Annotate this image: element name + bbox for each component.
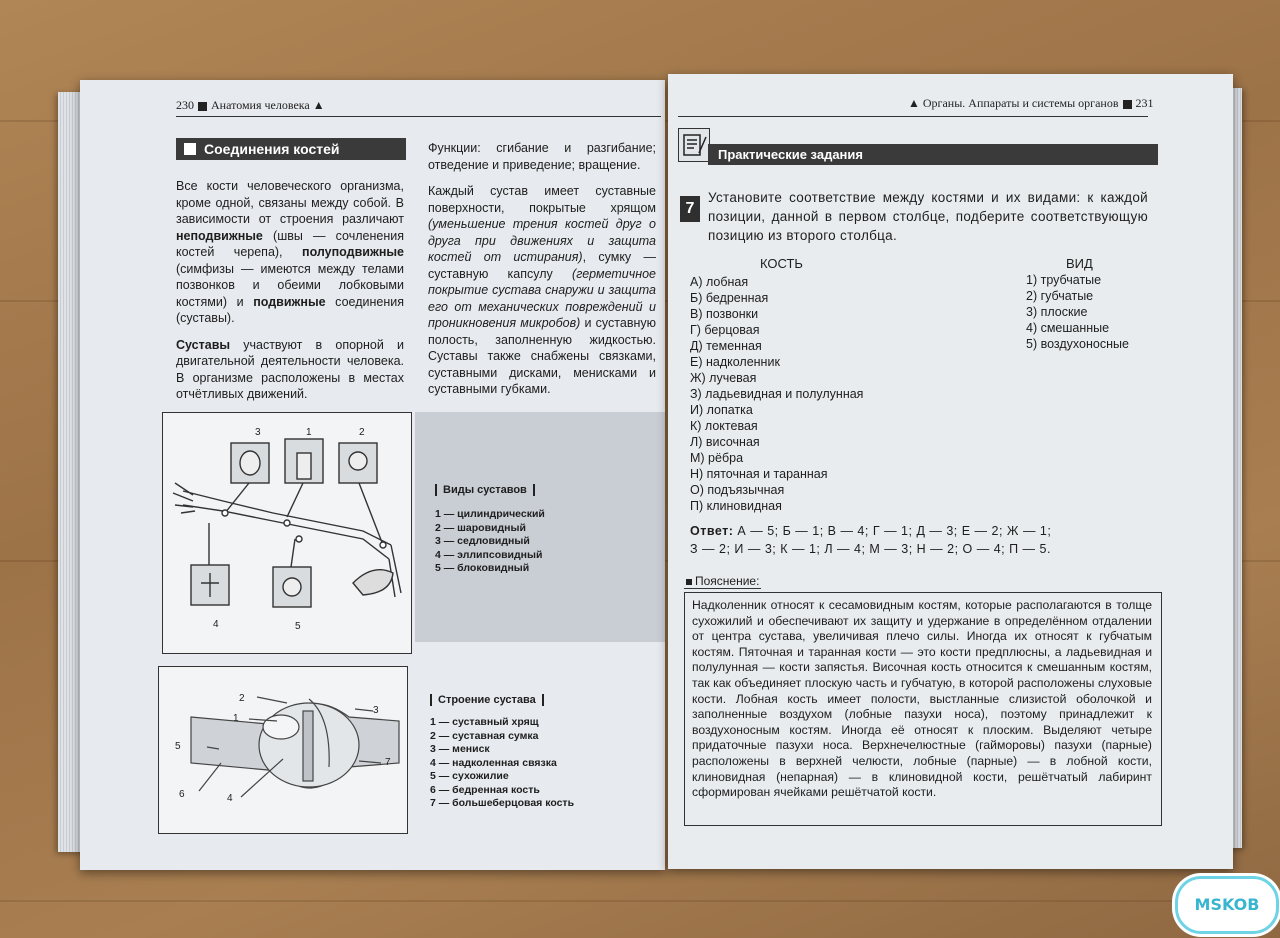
figure1-label: 5 [295, 621, 301, 632]
bone-item: Ж) лучевая [690, 371, 757, 385]
right-page [668, 74, 1233, 869]
left-running-title: Анатомия человека [211, 98, 310, 112]
arm-skeleton-illustration [163, 413, 411, 653]
figure1-label: 3 [255, 427, 261, 438]
figure2-label: 4 [227, 793, 233, 804]
answer-label: Ответ: [690, 524, 734, 538]
caption-item: 1 — суставный хрящ [430, 716, 539, 728]
joint-structure-caption [430, 694, 660, 811]
answer-line: А — 5; Б — 1; В — 4; Г — 1; Д — 3; Е — 2; Ж — 1; [737, 524, 1052, 538]
caption-item: 2 — шаровидный [435, 521, 526, 534]
type-item: 1) трубчатые [1026, 273, 1102, 287]
intro-paragraph [176, 178, 404, 403]
square-icon [686, 579, 692, 585]
bone-item: З) ладьевидная и полулунная [690, 387, 864, 401]
term-semimobile: полуподвижные [302, 245, 404, 259]
functions-paragraph [428, 140, 656, 398]
bone-item: Б) бедренная [690, 291, 769, 305]
bone-item: И) лопатка [690, 403, 753, 417]
open-book [40, 62, 1240, 892]
type-column-header: ВИД [1066, 256, 1093, 271]
knee-joint-illustration [159, 667, 407, 833]
figure1-label: 2 [359, 427, 365, 438]
caption-item: 5 — сухожилие [430, 770, 509, 782]
notebook-pencil-icon [678, 128, 710, 162]
functions-text: Функции: сгибание и разгибание; отведение и приведение; вращение. [428, 141, 656, 172]
type-item: 5) воздухоносные [1026, 337, 1129, 351]
type-item: 3) плоские [1026, 305, 1088, 319]
right-running-head: ▲ Органы. Аппараты и системы органов 231 [908, 96, 1154, 110]
term-immobile: неподвижные [176, 228, 263, 243]
figure2-label: 2 [239, 693, 245, 704]
bone-item: А) лобная [690, 275, 749, 289]
bones-list [690, 274, 863, 514]
joint-text-italic: (уменьшение трения костей друг о друга при движениях и защита костей от истирания) [428, 217, 656, 264]
bone-item: Е) надколенник [690, 355, 780, 369]
joint-types-caption-title: Виды суставов [435, 484, 535, 496]
left-head-rule [176, 116, 661, 117]
caption-item: 6 — бедренная кость [430, 783, 540, 796]
bone-item: Л) височная [690, 435, 760, 449]
explanation-label-box [684, 574, 761, 589]
joint-structure-figure [158, 666, 408, 834]
task-number-badge: 7 [680, 196, 700, 222]
figure2-label: 6 [179, 789, 185, 800]
watermark-logo: MSKOB [1175, 876, 1279, 934]
caption-item: 4 — надколенная связка [430, 756, 557, 769]
section-heading-left [176, 138, 406, 160]
section-heading-right [708, 144, 1158, 165]
bone-item: Г) берцовая [690, 323, 760, 337]
caption-item: 2 — суставная сумка [430, 729, 539, 742]
bone-item: К) локтевая [690, 419, 758, 433]
right-head-rule [678, 116, 1148, 117]
caption-item: 4 — эллипсовидный [435, 548, 543, 561]
joint-text: и суставную полость, заполненную жидкостью. Суставы также снабжены связками, суставными дисками, менисками и суставными губками. [428, 316, 656, 396]
bone-column-header: КОСТЬ [760, 256, 803, 271]
term-mobile: подвижные [253, 294, 326, 309]
term-joints: Суставы [176, 337, 231, 352]
section-heading-text: Практические задания [718, 147, 863, 162]
square-icon [1123, 100, 1132, 109]
square-icon [198, 102, 207, 111]
bone-item: П) клиновидная [690, 499, 782, 513]
figure2-label: 3 [373, 705, 379, 716]
types-list [1026, 272, 1129, 352]
square-icon [184, 143, 196, 155]
caption-item: 3 — седловидный [435, 535, 530, 547]
joints-text: участвуют в опорной и двигательной деятельности человека. В организме расположены в местах отчётливых движений. [176, 337, 404, 401]
intro-text: (швы — сочленения костей черепа), [176, 228, 404, 259]
bone-item: М) рёбра [690, 451, 744, 465]
explanation-text: Надколенник относят к сесамовидным костям, которые располагаются в толще сухожилий и обеспечивают их защиту и удержание в определённом отдалении от центра сустава, увеличивая плечо силы. Иногда их относят к губчатым костям. Пяточная и таранная кости — это кости предплюсны, а ладьевидная и полулунная — кости запястья. Височная кость относится к смешанным костям, так как объединяет плоскую часть и губчатую, в которой расположены слуховые кости. Лобная кость имеет полости, выстланные слизистой оболочкой и заполненные воздухом (лобные пазухи носа), поэтому принадлежит к воздухоносным костям. Иногда её относят к плоским. Выделяют четыре придаточные пазухи носа. Верхнечелюстные (гайморовы) пазухи (парные) расположены в верхней челюсти, лобные (парные) — в лобной кости, клиновидная (непарная) — в клиновидной кости, решётчатый лабиринт сформирован ячейками решётчатой кости. [692, 598, 1152, 800]
type-item: 4) смешанные [1026, 321, 1110, 335]
caption-item: 1 — цилиндрический [435, 508, 545, 520]
joint-text: , сумку — суставную капсулу [428, 250, 657, 281]
answer-block [690, 522, 1051, 558]
task-text: Установите соответствие между костями и их видами: к каждой позиции, данной в первом столбце, подберите соответствующую позицию из второго столбца. [708, 190, 1148, 243]
figure1-label: 1 [306, 427, 312, 438]
figure2-label: 7 [385, 757, 391, 768]
caption-item: 7 — большеберцовая кость [430, 797, 575, 809]
bone-item: О) подъязычная [690, 483, 785, 497]
intro-text: (симфизы — имеются между телами позвонков и обеими лобковыми костями) и [176, 261, 404, 309]
explanation-label: Пояснение: [695, 574, 760, 588]
figure1-label: 4 [213, 619, 219, 630]
joint-types-figure [162, 412, 412, 654]
type-item: 2) губчатые [1026, 289, 1094, 303]
answer-line: З — 2; И — 3; К — 1; Л — 4; М — 3; Н — 2; О — 4; П — 5. [690, 542, 1051, 556]
intro-text: Все кости человеческого организма, кроме одной, связаны между собой. В зависимости от строения различают [176, 179, 404, 226]
bone-item: Н) пяточная и таранная [690, 467, 828, 481]
joint-types-caption [435, 484, 655, 576]
figure2-label: 1 [233, 713, 239, 724]
right-running-title: Органы. Аппараты и системы органов [922, 96, 1119, 110]
joint-structure-caption-title: Строение сустава [430, 694, 544, 706]
left-page-number: 230 [176, 98, 194, 112]
bone-item: Д) теменная [690, 339, 762, 353]
left-running-head: 230 Анатомия человека ▲ [176, 98, 325, 112]
bone-item: В) позвонки [690, 307, 759, 321]
caption-item: 5 — блоковидный [435, 562, 530, 574]
figure2-label: 5 [175, 741, 181, 752]
left-page [80, 80, 665, 870]
joint-text: Каждый сустав имеет суставные поверхности, покрытые хрящом [428, 184, 656, 215]
joint-text-italic: (герметичное покрытие сустава снаружи и защита его от механических повреждений и проникновения микробов) [428, 266, 656, 330]
right-page-number: 231 [1135, 96, 1154, 110]
intro-text: соединения (суставы). [176, 294, 404, 325]
caption-item: 3 — мениск [430, 743, 490, 755]
section-heading-text: Соединения костей [204, 141, 340, 157]
